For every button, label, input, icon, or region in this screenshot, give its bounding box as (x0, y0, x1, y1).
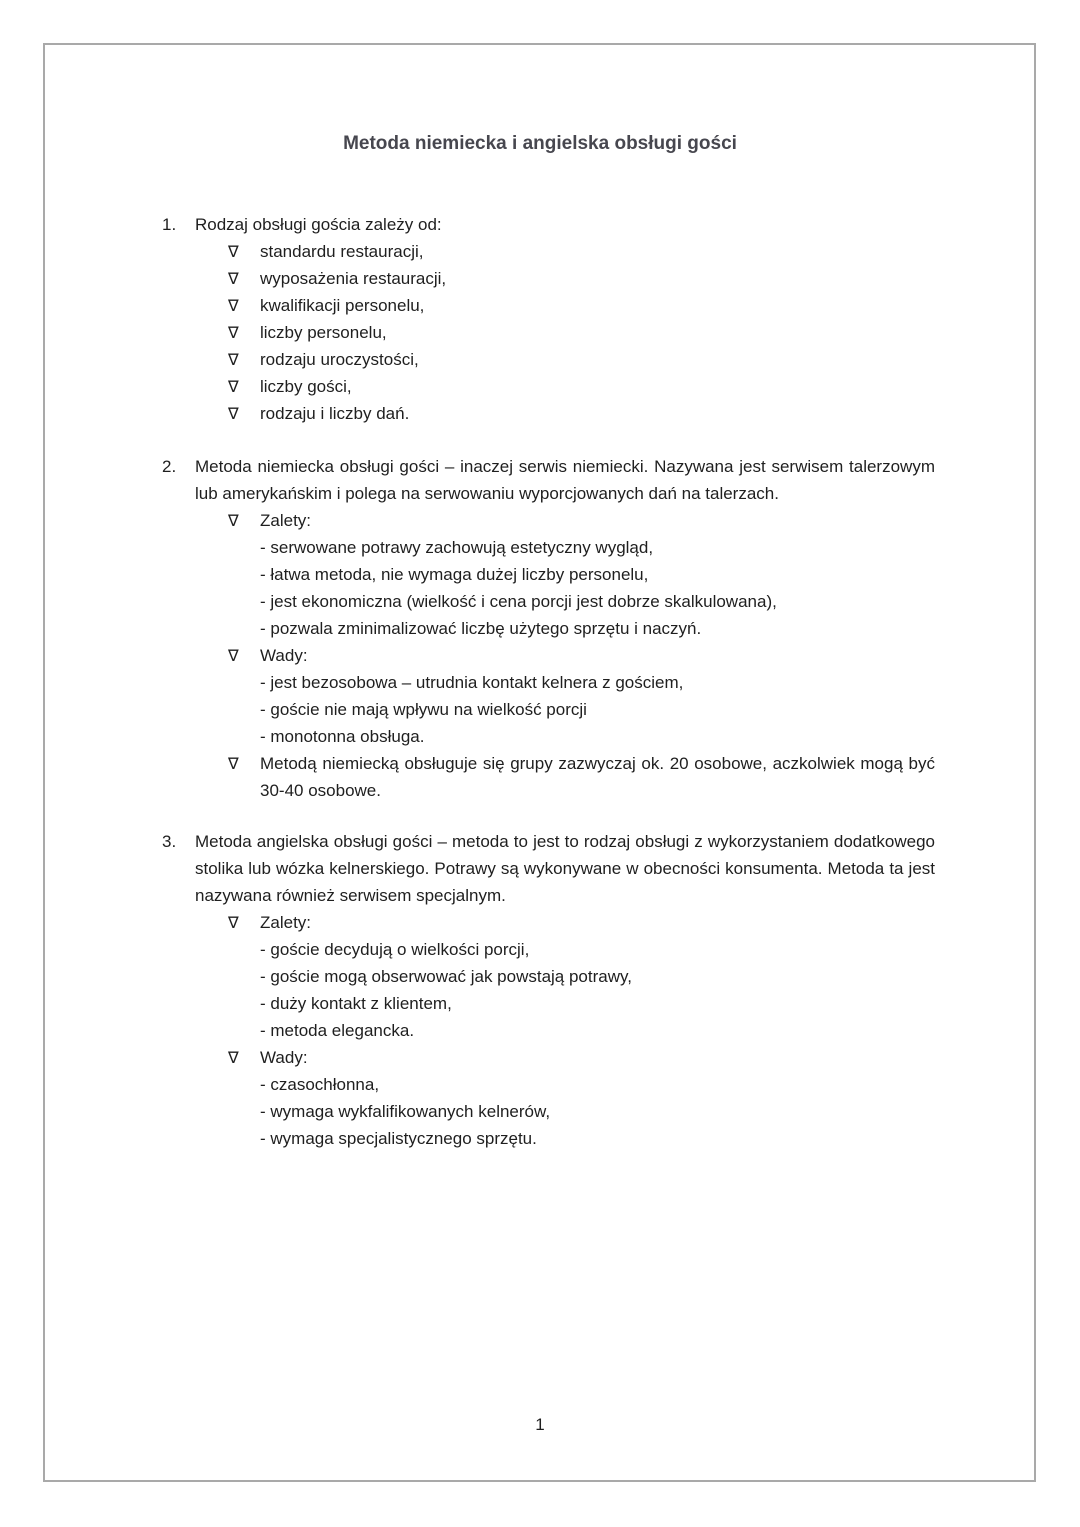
document-title: Metoda niemiecka i angielska obsługi gości (343, 133, 737, 154)
nabla-bullet-icon: ∇ (228, 1048, 239, 1067)
sub-item-text: - goście decydują o wielkości porcji, (260, 940, 530, 959)
sections-container (0, 211, 1080, 1152)
bullet-text: Zalety: (260, 913, 312, 932)
bullet-item (228, 642, 935, 669)
bullet-text: Wady: (260, 646, 308, 665)
bullet-item (228, 292, 935, 319)
bullet-text: wyposażenia restauracji, (260, 269, 447, 288)
doc-section (0, 211, 1080, 427)
bullet-text: kwalifikacji personelu, (260, 296, 425, 315)
bullet-item (228, 1044, 935, 1071)
bullet-text: Metodą niemiecką obsługuje się grupy zazwyczaj ok. 20 osobowe, aczkolwiek mogą być 30-40 osobowe. (260, 754, 935, 800)
sub-item-text: - czasochłonna, (260, 1075, 380, 1094)
sub-item-text: - duży kontakt z klientem, (260, 994, 452, 1013)
bullet-item (228, 373, 935, 400)
section-number: 1. (162, 215, 177, 234)
sub-item-text: - goście nie mają wpływu na wielkość porcji (260, 700, 587, 719)
bullet-text: rodzaju i liczby dań. (260, 404, 410, 423)
sub-item-text: - serwowane potrawy zachowują estetyczny wygląd, (260, 538, 654, 557)
sub-item-text: - wymaga specjalistycznego sprzętu. (260, 1129, 537, 1148)
bullet-item (228, 346, 935, 373)
bullet-item (228, 238, 935, 265)
section-intro (162, 453, 935, 507)
bullet-item (228, 400, 935, 427)
bullet-text: rodzaju uroczystości, (260, 350, 419, 369)
nabla-bullet-icon: ∇ (228, 323, 239, 342)
section-intro-text: Metoda niemiecka obsługi gości – inaczej serwis niemiecki. Nazywana jest serwisem talerzowym lub amerykańskim i polega na serwowaniu wyporcjowanych dań na talerzach. (195, 457, 935, 503)
sub-item-text: - monotonna obsługa. (260, 727, 425, 746)
bullet-text: Wady: (260, 1048, 308, 1067)
bullet-text: standardu restauracji, (260, 242, 424, 261)
nabla-bullet-icon: ∇ (228, 404, 239, 423)
sub-item-text: - jest bezosobowa – utrudnia kontakt kelnera z gościem, (260, 673, 684, 692)
section-intro-text: Metoda angielska obsługi gości – metoda to jest to rodzaj obsługi z wykorzystaniem dodatkowego stolika lub wózka kelnerskiego. Potrawy są wykonywane w obecności konsumenta. Metoda ta jest nazywana również serwisem specjalnym. (195, 832, 935, 905)
bullet-item (228, 909, 935, 936)
section-intro (162, 828, 935, 909)
nabla-bullet-icon: ∇ (228, 350, 239, 369)
nabla-bullet-icon: ∇ (228, 646, 239, 665)
nabla-bullet-icon: ∇ (228, 242, 239, 261)
nabla-bullet-icon: ∇ (228, 269, 239, 288)
doc-section (0, 453, 1080, 804)
nabla-bullet-icon: ∇ (228, 296, 239, 315)
sub-item-text: - pozwala zminimalizować liczbę użytego sprzętu i naczyń. (260, 619, 702, 638)
sub-item-text: - metoda elegancka. (260, 1021, 415, 1040)
bullet-item (228, 507, 935, 534)
section-intro (162, 211, 935, 238)
page-number: 1 (535, 1415, 545, 1434)
bullet-item (228, 750, 935, 804)
nabla-bullet-icon: ∇ (228, 913, 239, 932)
sub-item-text: - goście mogą obserwować jak powstają potrawy, (260, 967, 632, 986)
bullet-text: liczby personelu, (260, 323, 387, 342)
section-number: 3. (162, 832, 177, 851)
bullet-text: Zalety: (260, 511, 312, 530)
section-intro-text: Rodzaj obsługi gościa zależy od: (195, 215, 442, 234)
nabla-bullet-icon: ∇ (228, 377, 239, 396)
sub-item-text: - łatwa metoda, nie wymaga dużej liczby personelu, (260, 565, 649, 584)
bullet-item (228, 319, 935, 346)
sub-item-text: - wymaga wykfalifikowanych kelnerów, (260, 1102, 551, 1121)
doc-section (0, 828, 1080, 1152)
nabla-bullet-icon: ∇ (228, 754, 239, 773)
section-number: 2. (162, 457, 177, 476)
sub-item-text: - jest ekonomiczna (wielkość i cena porcji jest dobrze skalkulowana), (260, 592, 777, 611)
bullet-item (228, 265, 935, 292)
nabla-bullet-icon: ∇ (228, 511, 239, 530)
bullet-text: liczby gości, (260, 377, 352, 396)
